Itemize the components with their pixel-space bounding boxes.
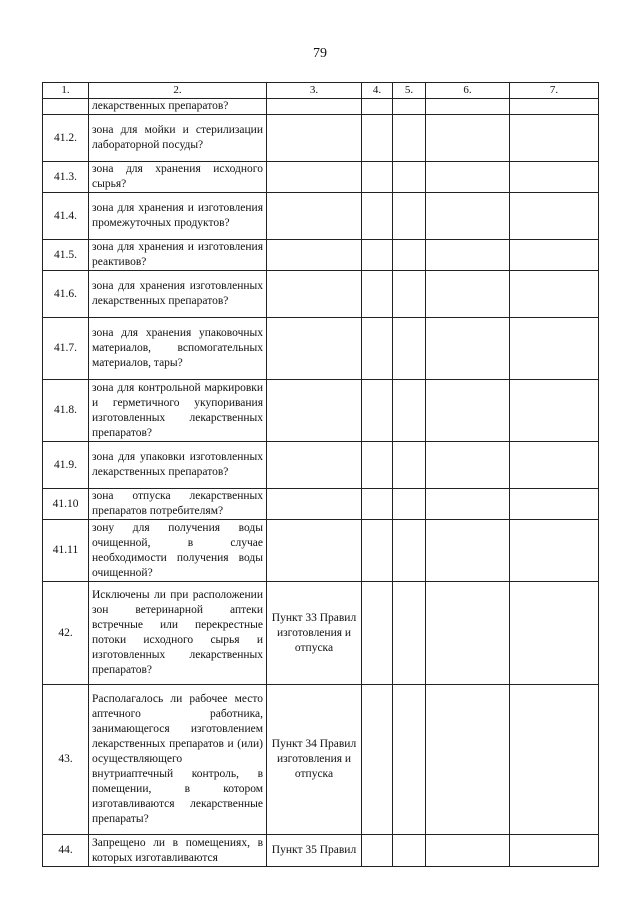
row-reference bbox=[267, 271, 362, 318]
row-cell-4 bbox=[362, 520, 393, 582]
row-reference: Пункт 35 Правил bbox=[267, 835, 362, 867]
row-reference bbox=[267, 318, 362, 380]
row-cell-7 bbox=[510, 489, 599, 520]
row-number: 41.3. bbox=[43, 162, 89, 193]
row-cell-4 bbox=[362, 835, 393, 867]
header-col-6: 6. bbox=[426, 83, 510, 99]
row-number: 42. bbox=[43, 582, 89, 685]
header-col-1: 1. bbox=[43, 83, 89, 99]
row-cell-6 bbox=[426, 193, 510, 240]
row-question: зона для хранения исходного сырья? bbox=[89, 162, 267, 193]
row-number: 41.2. bbox=[43, 115, 89, 162]
row-cell-4 bbox=[362, 685, 393, 835]
row-cell-5 bbox=[393, 193, 426, 240]
page-number: 79 bbox=[313, 46, 327, 61]
row-question: зона для контрольной маркировки и герметичного укупоривания изготовленных лекарственных препаратов? bbox=[89, 380, 267, 442]
row-cell-6 bbox=[426, 162, 510, 193]
row-cell-6 bbox=[426, 520, 510, 582]
header-col-2: 2. bbox=[89, 83, 267, 99]
header-col-4: 4. bbox=[362, 83, 393, 99]
table-row bbox=[43, 685, 599, 835]
row-question: лекарственных препаратов? bbox=[89, 99, 267, 115]
table-row bbox=[43, 520, 599, 582]
row-cell-7 bbox=[510, 115, 599, 162]
row-question: Располагалось ли рабочее место аптечного работника, занимающегося изготовлением лекарственных препаратов и (или) осуществляющего внутриаптечный контроль, в помещении, в котором изготавливаются лекарственные препараты? bbox=[89, 685, 267, 835]
row-cell-5 bbox=[393, 582, 426, 685]
row-cell-7 bbox=[510, 318, 599, 380]
row-reference bbox=[267, 489, 362, 520]
table-row bbox=[43, 582, 599, 685]
row-cell-4 bbox=[362, 442, 393, 489]
header-col-5: 5. bbox=[393, 83, 426, 99]
row-question: зона для мойки и стерилизации лабораторной посуды? bbox=[89, 115, 267, 162]
row-cell-5 bbox=[393, 520, 426, 582]
row-cell-5 bbox=[393, 685, 426, 835]
row-reference bbox=[267, 99, 362, 115]
row-question: зона для хранения упаковочных материалов, вспомогательных материалов, тары? bbox=[89, 318, 267, 380]
row-number: 41.9. bbox=[43, 442, 89, 489]
row-cell-7 bbox=[510, 380, 599, 442]
row-question: зона для хранения и изготовления реактивов? bbox=[89, 240, 267, 271]
header-row bbox=[43, 83, 599, 99]
checklist-table bbox=[42, 82, 599, 867]
row-cell-4 bbox=[362, 99, 393, 115]
row-number: 41.4. bbox=[43, 193, 89, 240]
header-col-7: 7. bbox=[510, 83, 599, 99]
row-cell-6 bbox=[426, 318, 510, 380]
row-cell-5 bbox=[393, 99, 426, 115]
row-number: 41.10 bbox=[43, 489, 89, 520]
row-cell-4 bbox=[362, 318, 393, 380]
row-cell-7 bbox=[510, 442, 599, 489]
row-cell-4 bbox=[362, 240, 393, 271]
row-cell-6 bbox=[426, 115, 510, 162]
row-cell-6 bbox=[426, 99, 510, 115]
row-cell-4 bbox=[362, 271, 393, 318]
row-cell-6 bbox=[426, 380, 510, 442]
row-number: 41.7. bbox=[43, 318, 89, 380]
table-row bbox=[43, 318, 599, 380]
row-question: зона для хранения изготовленных лекарственных препаратов? bbox=[89, 271, 267, 318]
row-cell-7 bbox=[510, 520, 599, 582]
row-cell-5 bbox=[393, 489, 426, 520]
row-number: 41.6. bbox=[43, 271, 89, 318]
row-question: зона отпуска лекарственных препаратов потребителям? bbox=[89, 489, 267, 520]
row-question: Запрещено ли в помещениях, в которых изготавливаются bbox=[89, 835, 267, 867]
row-reference: Пункт 33 Правил изготовления и отпуска bbox=[267, 582, 362, 685]
row-question: зона для хранения и изготовления промежуточных продуктов? bbox=[89, 193, 267, 240]
table-row bbox=[43, 162, 599, 193]
row-cell-6 bbox=[426, 685, 510, 835]
row-number bbox=[43, 99, 89, 115]
row-question: Исключены ли при расположении зон ветеринарной аптеки встречные или перекрестные потоки исходного сырья и изготовленных лекарственных препаратов? bbox=[89, 582, 267, 685]
header-col-3: 3. bbox=[267, 83, 362, 99]
row-cell-5 bbox=[393, 162, 426, 193]
row-cell-7 bbox=[510, 162, 599, 193]
row-cell-6 bbox=[426, 271, 510, 318]
row-cell-5 bbox=[393, 380, 426, 442]
row-reference bbox=[267, 442, 362, 489]
row-cell-7 bbox=[510, 582, 599, 685]
row-cell-4 bbox=[362, 380, 393, 442]
row-cell-6 bbox=[426, 835, 510, 867]
row-cell-4 bbox=[362, 193, 393, 240]
table-row bbox=[43, 442, 599, 489]
row-reference bbox=[267, 115, 362, 162]
row-cell-5 bbox=[393, 115, 426, 162]
row-number: 43. bbox=[43, 685, 89, 835]
row-number: 41.8. bbox=[43, 380, 89, 442]
row-cell-7 bbox=[510, 99, 599, 115]
row-reference bbox=[267, 520, 362, 582]
row-reference bbox=[267, 162, 362, 193]
row-number: 41.5. bbox=[43, 240, 89, 271]
row-cell-4 bbox=[362, 582, 393, 685]
row-number: 44. bbox=[43, 835, 89, 867]
row-cell-4 bbox=[362, 162, 393, 193]
table-row bbox=[43, 193, 599, 240]
table-row bbox=[43, 380, 599, 442]
table-row bbox=[43, 115, 599, 162]
row-cell-7 bbox=[510, 685, 599, 835]
row-cell-6 bbox=[426, 442, 510, 489]
row-cell-5 bbox=[393, 271, 426, 318]
row-question: зона для упаковки изготовленных лекарственных препаратов? bbox=[89, 442, 267, 489]
row-cell-7 bbox=[510, 193, 599, 240]
row-cell-5 bbox=[393, 318, 426, 380]
row-cell-5 bbox=[393, 240, 426, 271]
row-question: зону для получения воды очищенной, в случае необходимости получения воды очищенной? bbox=[89, 520, 267, 582]
row-cell-5 bbox=[393, 835, 426, 867]
row-cell-6 bbox=[426, 582, 510, 685]
row-cell-4 bbox=[362, 489, 393, 520]
row-cell-7 bbox=[510, 271, 599, 318]
row-cell-6 bbox=[426, 240, 510, 271]
row-number: 41.11 bbox=[43, 520, 89, 582]
table-row bbox=[43, 835, 599, 867]
row-reference bbox=[267, 193, 362, 240]
table-row bbox=[43, 489, 599, 520]
row-cell-7 bbox=[510, 835, 599, 867]
table-row bbox=[43, 99, 599, 115]
table-row bbox=[43, 271, 599, 318]
row-cell-6 bbox=[426, 489, 510, 520]
row-cell-7 bbox=[510, 240, 599, 271]
row-reference bbox=[267, 240, 362, 271]
row-reference: Пункт 34 Правил изготовления и отпуска bbox=[267, 685, 362, 835]
row-cell-5 bbox=[393, 442, 426, 489]
table-row bbox=[43, 240, 599, 271]
row-reference bbox=[267, 380, 362, 442]
row-cell-4 bbox=[362, 115, 393, 162]
